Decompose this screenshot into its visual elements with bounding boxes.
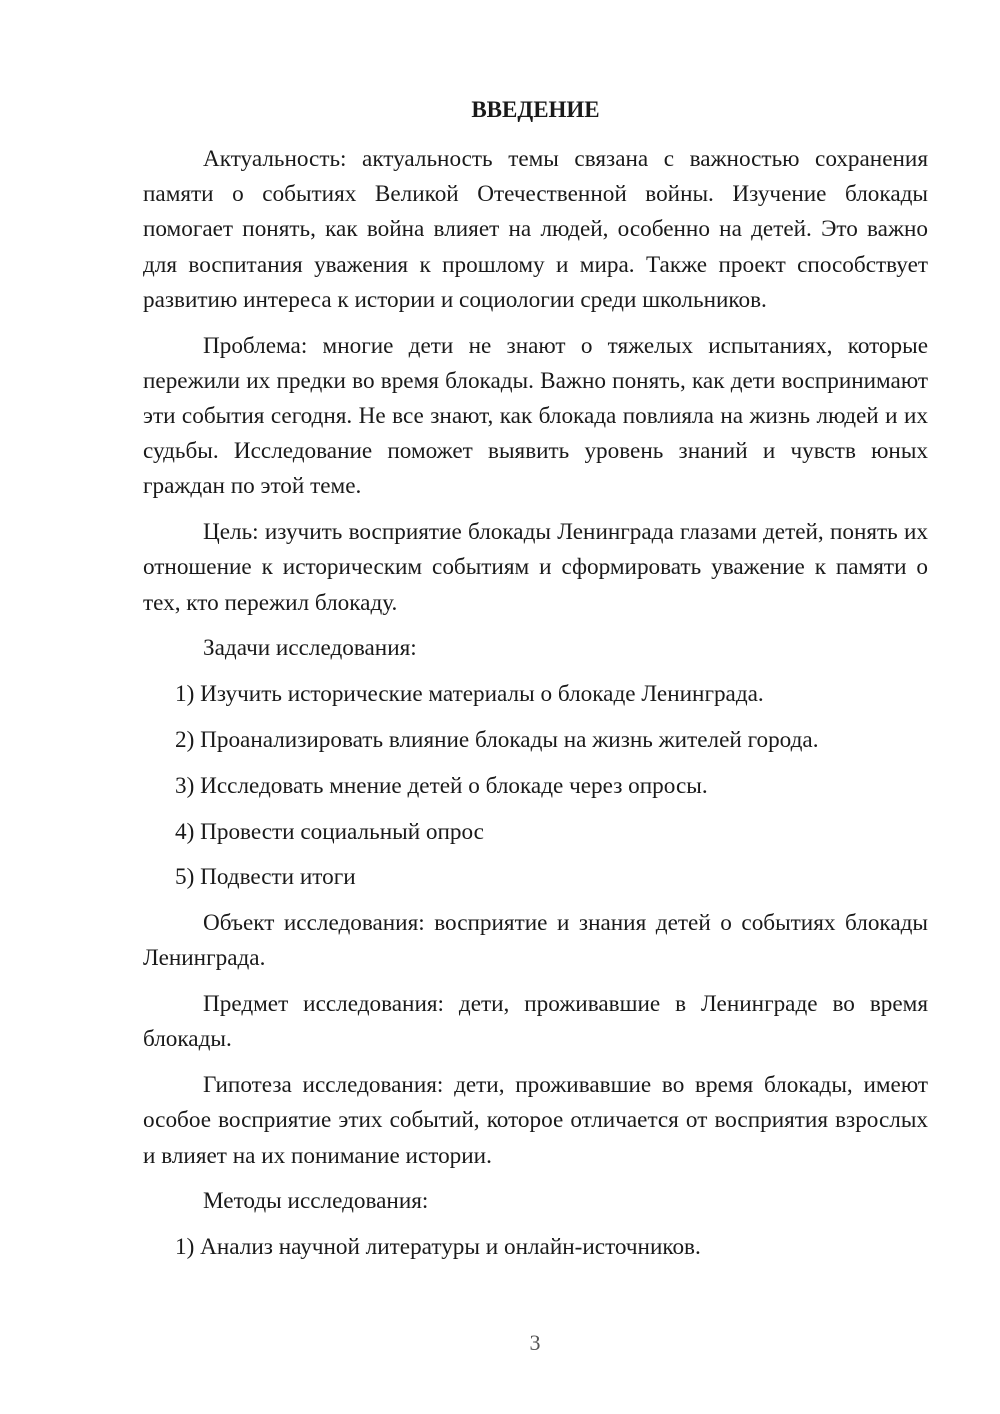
page-number: 3 bbox=[529, 1330, 541, 1355]
list-item: 4) Провести социальный опрос bbox=[175, 818, 484, 845]
hypothesis-paragraph: Гипотеза исследования: дети, проживавшие во время блокады, имеют особое восприятие этих событий, которое отличается от восприятия взрослых и влияет на их понимание истории. bbox=[143, 1072, 928, 1169]
list-item: 5) Подвести итоги bbox=[175, 864, 356, 891]
subject-paragraph: Предмет исследования: дети, проживавшие в Ленинграде во время блокады. bbox=[143, 991, 928, 1053]
methods-list bbox=[143, 1230, 928, 1265]
goal-paragraph: Цель: изучить восприятие блокады Ленинграда глазами детей, понять их отношение к историческим событиям и сформировать уважение к памяти о тех, кто пережил блокаду. bbox=[143, 519, 928, 616]
page-title: ВВЕДЕНИЕ bbox=[471, 97, 600, 122]
methods-heading: Методы исследования: bbox=[203, 1188, 429, 1215]
list-item: 2) Проанализировать влияние блокады на жизнь жителей города. bbox=[175, 727, 819, 754]
problem-paragraph: Проблема: многие дети не знают о тяжелых испытаниях, которые пережили их предки во время блокады. Важно понять, как дети воспринимают эти события сегодня. Не все знают, как блокада повлияла на жизнь людей и их судьбы. Исследование поможет выявить уровень знаний и чувств юных граждан по этой теме. bbox=[143, 332, 928, 500]
tasks-heading: Задачи исследования: bbox=[203, 635, 417, 662]
list-item: 1) Анализ научной литературы и онлайн-источников. bbox=[175, 1234, 701, 1261]
list-item: 1) Изучить исторические материалы о блокаде Ленинграда. bbox=[175, 681, 764, 708]
object-paragraph: Объект исследования: восприятие и знания детей о событиях блокады Ленинграда. bbox=[143, 910, 928, 972]
document-body bbox=[143, 142, 928, 1276]
relevance-paragraph: Актуальность: актуальность темы связана с важностью сохранения памяти о событиях Великой Отечественной войны. Изучение блокады помогает понять, как война влияет на людей, особенно на детей. Это важно для воспитания уважения к прошлому и мира. Также проект способствует развитию интереса к истории и социологии среди школьников. bbox=[143, 146, 928, 313]
list-item: 3) Исследовать мнение детей о блокаде через опросы. bbox=[175, 772, 708, 799]
tasks-list bbox=[143, 677, 928, 895]
